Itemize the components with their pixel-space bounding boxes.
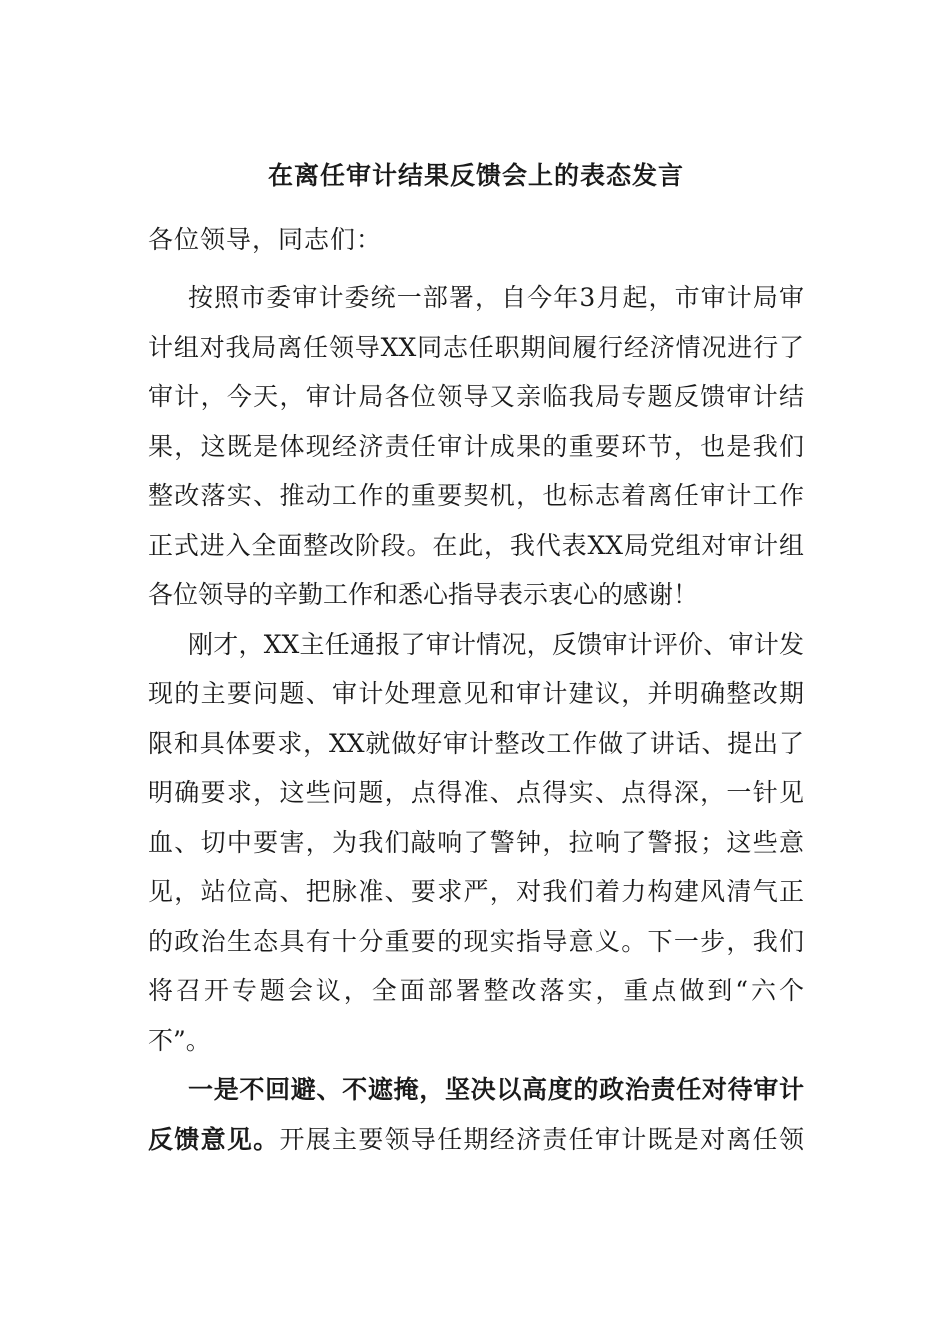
document-body	[148, 280, 804, 1171]
paragraph-2-line: 不”。	[148, 1025, 211, 1055]
paragraph-1-line: 整改落实、推动工作的重要契机，也标志着离任审计工作	[148, 481, 804, 510]
paragraph-2-line: 将召开专题会议，全面部署整改落实，重点做到“六个	[148, 976, 804, 1005]
document-title: 在离任审计结果反馈会上的表态发言	[267, 161, 684, 190]
salutation: 各位领导，同志们：	[148, 225, 383, 254]
paragraph-2-line: 见，站位高、把脉准、要求严，对我们着力构建风清气正	[148, 877, 804, 906]
paragraph-2-line: 刚才，XX主任通报了审计情况，反馈审计评价、审计发	[188, 629, 804, 659]
paragraph-2-line: 血、切中要害，为我们敲响了警钟，拉响了警报；这些意	[148, 827, 804, 857]
paragraph-3-heading-end: 反馈意见。	[148, 1124, 280, 1154]
paragraph-1-line: 果，这既是体现经济责任审计成果的重要环节，也是我们	[148, 431, 804, 461]
paragraph-1-line: 审计，今天，审计局各位领导又亲临我局专题反馈审计结	[148, 382, 804, 411]
paragraph-1-line: 正式进入全面整改阶段。在此，我代表XX局党组对审计组	[148, 530, 804, 560]
paragraph-3-text: 开展主要领导任期经济责任审计既是对离任领	[279, 1124, 804, 1154]
paragraph-2-line: 限和具体要求，XX就做好审计整改工作做了讲话、提出了	[148, 728, 804, 758]
paragraph-2-line: 的政治生态具有十分重要的现实指导意义。下一步，我们	[148, 926, 804, 956]
paragraph-1-line: 各位领导的辛勤工作和悉心指导表示衷心的感谢！	[148, 580, 699, 609]
paragraph-1-line: 按照市委审计委统一部署，自今年3月起，市审计局审	[188, 283, 804, 312]
paragraph-2-line: 明确要求，这些问题，点得准、点得实、点得深，一针见	[148, 778, 804, 807]
paragraph-3-line	[148, 1122, 804, 1158]
paragraph-3-heading-line: 一是不回避、不遮掩，坚决以高度的政治责任对待审计	[188, 1075, 804, 1104]
paragraph-1-line: 计组对我局离任领导XX同志任职期间履行经济情况进行了	[148, 332, 804, 362]
paragraph-2-line: 现的主要问题、审计处理意见和审计建议，并明确整改期	[148, 679, 804, 708]
